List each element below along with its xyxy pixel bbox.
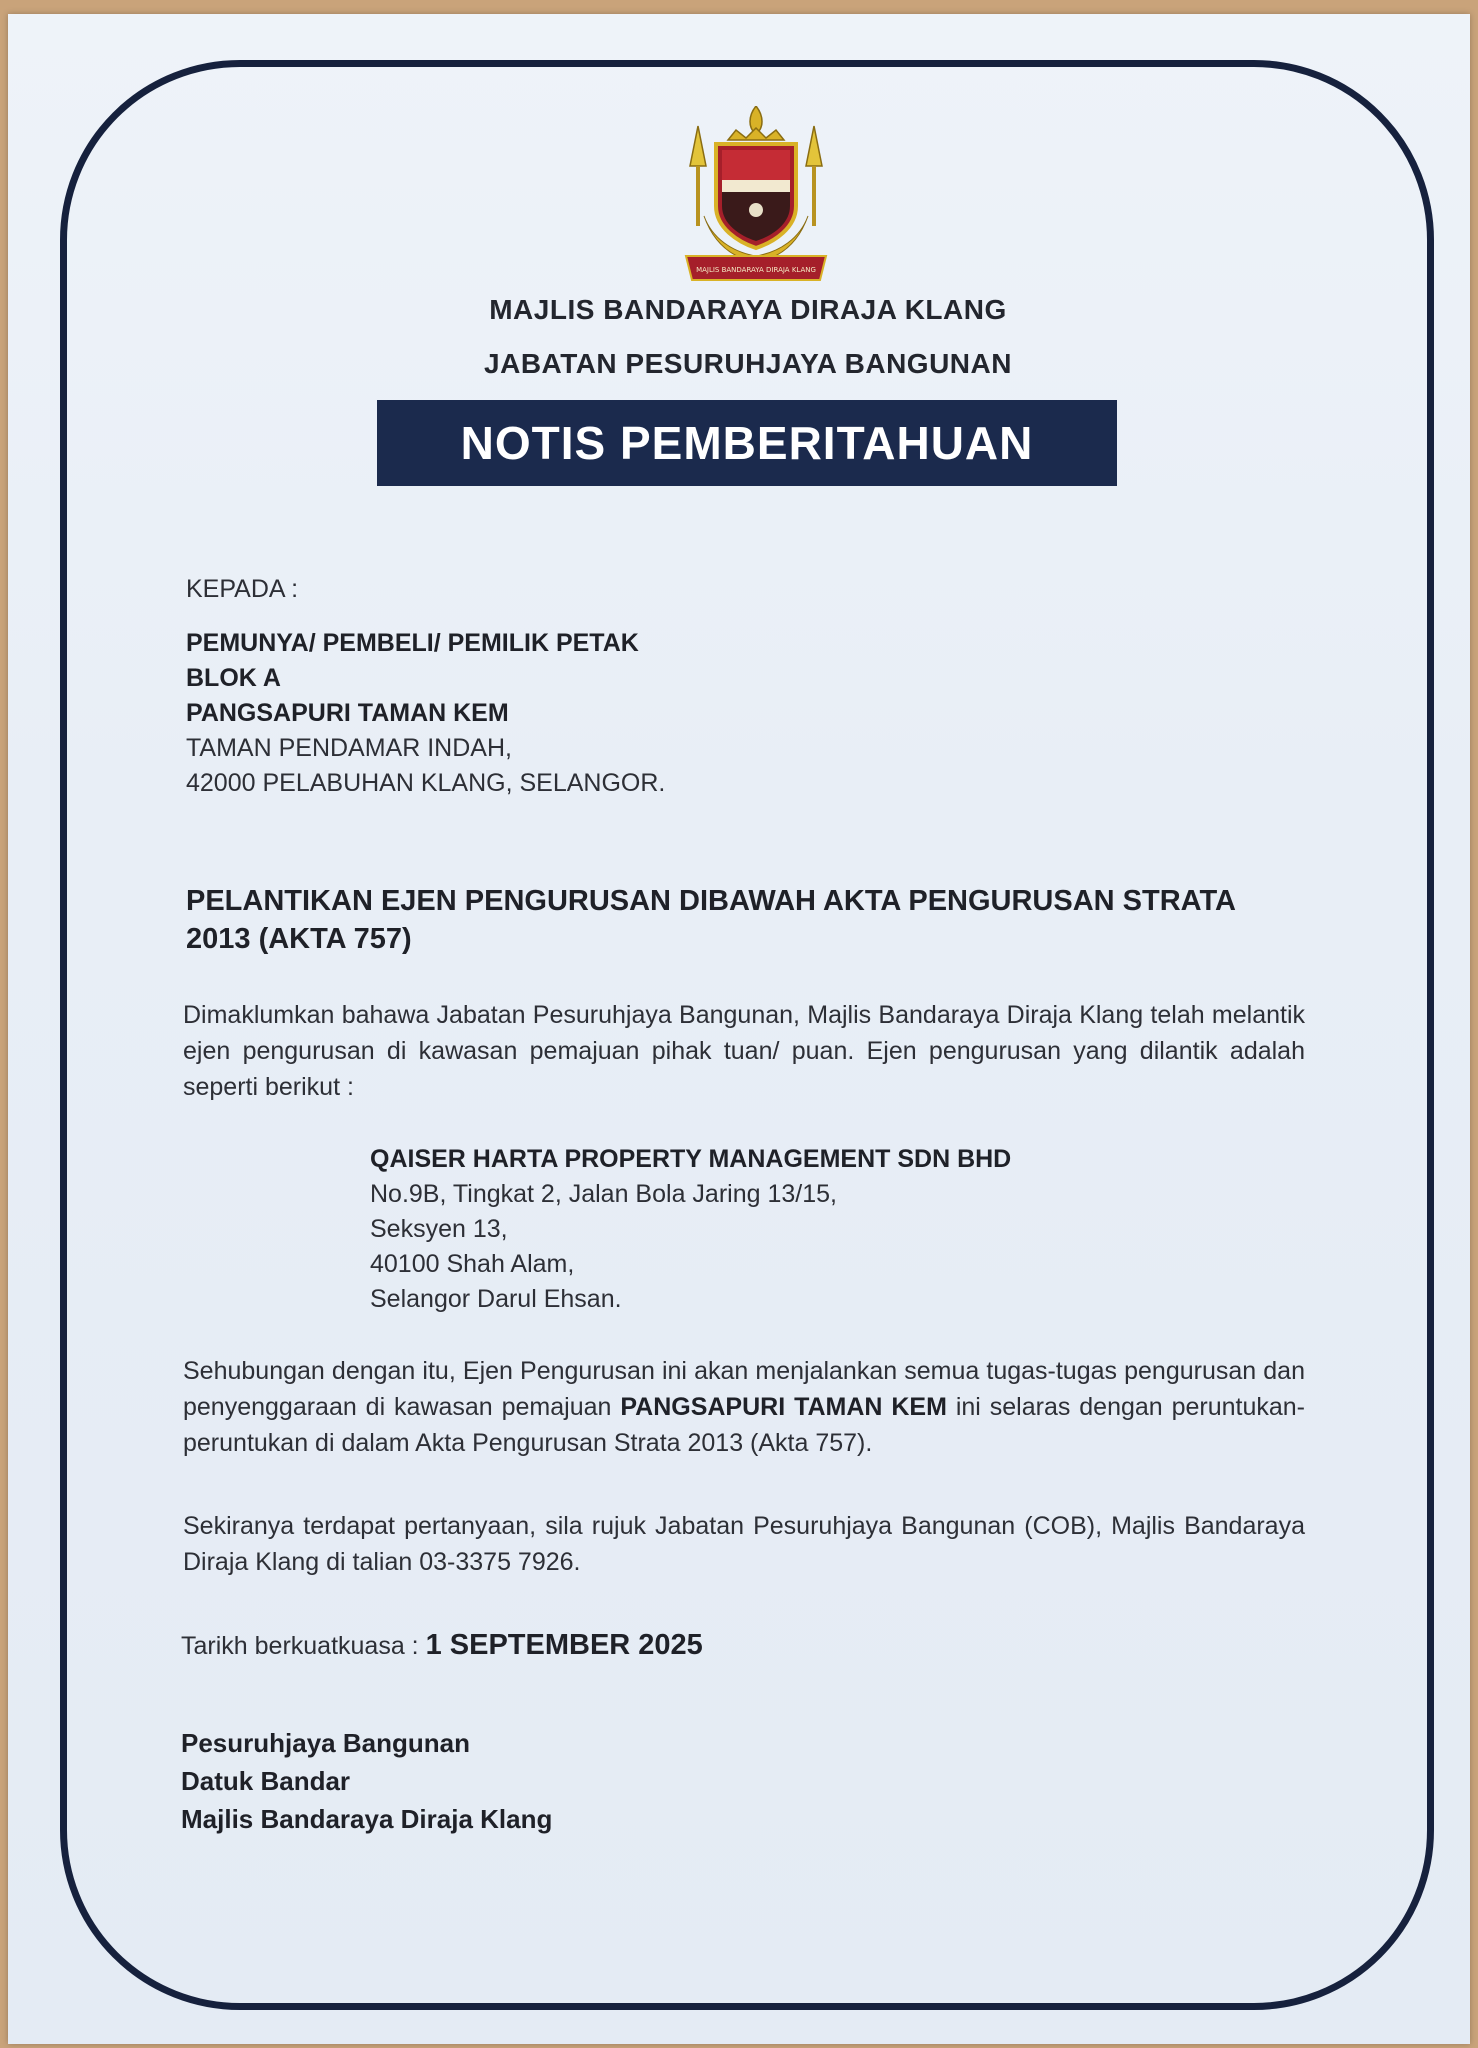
- council-name: MAJLIS BANDARAYA DIRAJA KLANG: [489, 294, 1007, 325]
- paragraph-duties-text-end: ini selaras dengan peruntukan-peruntukan di dalam Akta Pengurusan Strata 2013 (Akta 757).: [183, 1393, 1306, 1457]
- recipient-line: TAMAN PENDAMAR INDAH,: [186, 734, 512, 762]
- agent-address-line: 40100 Shah Alam,: [370, 1250, 575, 1278]
- agent-details: [370, 1142, 1011, 1317]
- council-crest-logo: [676, 106, 836, 286]
- signature-line: Pesuruhjaya Bangunan: [181, 1728, 470, 1758]
- effective-date: 1 SEPTEMBER 2025: [425, 1629, 703, 1661]
- paragraph-intro: Dimaklumkan bahawa Jabatan Pesuruhjaya Bangunan, Majlis Bandaraya Diraja Klang telah melantik ejen pengurusan di kawasan pemajuan pihak tuan/ puan. Ejen pengurusan yang dilantik adalah seperti berikut :: [183, 1001, 1305, 1101]
- signature-line: Majlis Bandaraya Diraja Klang: [181, 1804, 553, 1834]
- recipient-line: PEMUNYA/ PEMBELI/ PEMILIK PETAK: [186, 629, 639, 657]
- agent-address-line: No.9B, Tingkat 2, Jalan Bola Jaring 13/15,: [370, 1180, 837, 1208]
- recipient-line: 42000 PELABUHAN KLANG, SELANGOR.: [186, 769, 666, 797]
- recipient-label: KEPADA :: [186, 575, 299, 603]
- signature-line: Datuk Bandar: [181, 1766, 351, 1796]
- notice-title-banner: NOTIS PEMBERITAHUAN: [377, 400, 1117, 486]
- recipient-line: BLOK A: [186, 664, 281, 692]
- paragraph-duties-text: Sehubungan dengan itu, Ejen Pengurusan ini akan menjalankan semua tugas-tugas pengurusan dan penyenggaraan di kawasan pemajuan: [183, 1357, 1305, 1421]
- agent-name: QAISER HARTA PROPERTY MANAGEMENT SDN BHD: [370, 1145, 1012, 1173]
- notice-paper: [8, 14, 1470, 2044]
- department-name: JABATAN PESURUHJAYA BANGUNAN: [484, 348, 1012, 379]
- paragraph-duties: [183, 1353, 1305, 1461]
- signature-block: [181, 1724, 552, 1838]
- agent-address-line: Seksyen 13,: [370, 1215, 508, 1243]
- crest-ribbon-text: MAJLIS BANDARAYA DIRAJA KLANG: [696, 266, 816, 274]
- paragraph-enquiry: Sekiranya terdapat pertanyaan, sila rujuk Jabatan Pesuruhjaya Bangunan (COB), Majlis Bandaraya Diraja Klang di talian 03-3375 7926.: [183, 1512, 1305, 1576]
- development-name: PANGSAPURI TAMAN KEM: [620, 1393, 947, 1421]
- notice-subject: PELANTIKAN EJEN PENGURUSAN DIBAWAH AKTA PENGURUSAN STRATA 2013 (AKTA 757): [186, 885, 1235, 955]
- effective-date-label: Tarikh berkuatkuasa :: [181, 1632, 426, 1660]
- recipient-line: PANGSAPURI TAMAN KEM: [186, 699, 509, 727]
- agent-address-line: Selangor Darul Ehsan.: [370, 1285, 622, 1313]
- recipient-address: [186, 626, 665, 801]
- effective-date-line: [181, 1628, 703, 1664]
